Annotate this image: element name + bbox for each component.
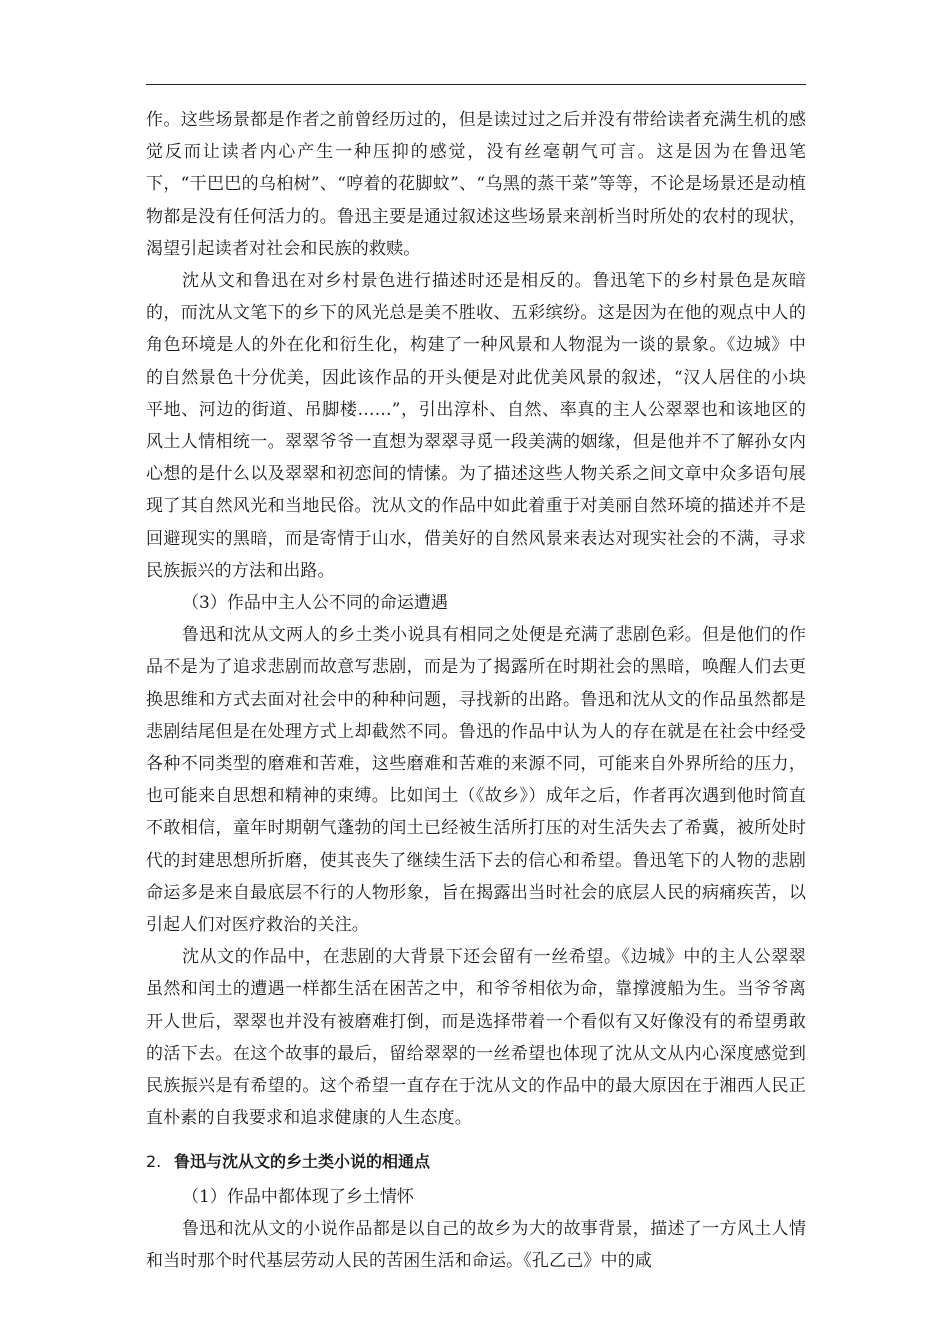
document-body bbox=[146, 104, 806, 1277]
body-paragraph: 鲁迅和沈从文两人的乡土类小说具有相同之处便是充满了悲剧色彩。但是他们的作品不是为了追求悲剧而故意写悲剧，而是为了揭露所在时期社会的黑暗，唤醒人们去更换思维和方式去面对社会中的种种问题，寻找新的出路。鲁迅和沈从文的作品虽然都是悲剧结尾但是在处理方式上却截然不同。鲁迅的作品中认为人的存在就是在社会中经受各种不同类型的磨难和苦难，这些磨难和苦难的来源不同，可能来自外界所给的压力，也可能来自思想和精神的束缚。比如闰土（《故乡》）成年之后，作者再次遇到他时简直不敢相信，童年时期朝气蓬勃的闰土已经被生活所打压的对生活失去了希冀，被所处时代的封建思想所折磨，使其丧失了继续生活下去的信心和希望。鲁迅笔下的人物的悲剧命运多是来自最底层不行的人物形象，旨在揭露出当时社会的底层人民的病痛疾苦，以引起人们对医疗救治的关注。 bbox=[146, 625, 806, 936]
section-number: 2. bbox=[146, 1151, 162, 1171]
subheading: （3）作品中主人公不同的命运遭遇 bbox=[182, 593, 448, 614]
body-paragraph: 沈从文的作品中，在悲剧的大背景下还会留有一丝希望。《边城》中的主人公翠翠虽然和闰土的遭遇一样都生活在困苦之中，和爷爷相依为命，靠撑渡船为生。当爷爷离开人世后，翠翠也并没有被磨难打倒，而是选择带着一个看似有又好像没有的希望勇敢的活下去。在这个故事的最后，留给翠翠的一丝希望也体现了沈从文从内心深度感觉到民族振兴是有希望的。这个希望一直存在于沈从文的作品中的最大原因在于湘西人民正直朴素的自我要求和追求健康的人生态度。 bbox=[146, 947, 806, 1129]
header-rule bbox=[146, 84, 806, 85]
section-title: 鲁迅与沈从文的乡土类小说的相通点 bbox=[174, 1151, 431, 1171]
body-paragraph: 沈从文和鲁迅在对乡村景色进行描述时还是相反的。鲁迅笔下的乡村景色是灰暗的，而沈从文笔下的乡下的风光总是美不胜收、五彩缤纷。这是因为在他的观点中人的角色环境是人的外在化和衍生化，构建了一种风景和人物混为一谈的景象。《边城》中的自然景色十分优美，因此该作品的开头便是对此优美风景的叙述，“汉人居住的小块平地、河边的街道、吊脚楼……”，引出淳朴、自然、率真的主人公翠翠也和该地区的风土人情相统一。翠翠爷爷一直想为翠翠寻觅一段美满的姻缘，但是他并不了解孙女内心想的是什么以及翠翠和初恋间的情愫。为了描述这些人物关系之间文章中众多语句展现了其自然风光和当地民俗。沈从文的作品中如此着重于对美丽自然环境的描述并不是回避现实的黑暗，而是寄情于山水，借美好的自然风景来表达对现实社会的不满，寻求民族振兴的方法和出路。 bbox=[146, 271, 806, 581]
subheading: （1）作品中都体现了乡土情怀 bbox=[182, 1186, 414, 1207]
section-heading bbox=[146, 1147, 806, 1177]
body-paragraph: 作。这些场景都是作者之前曾经历过的，但是读过过之后并没有带给读者充满生机的感觉反而让读者内心产生一种压抑的感觉，没有丝毫朝气可言。这是因为在鲁迅笔下，“干巴巴的乌桕树”、“哼着的花脚蚊”、“乌黑的蒸干菜”等等，不论是场景还是动植物都是没有任何活力的。鲁迅主要是通过叙述这些场景来剖析当时所处的农村的现状，渴望引起读者对社会和民族的救赎。 bbox=[146, 110, 806, 259]
body-paragraph: 鲁迅和沈从文的小说作品都是以自己的故乡为大的故事背景，描述了一方风土人情和当时那个时代基层劳动人民的苦困生活和命运。《孔乙己》中的咸 bbox=[146, 1218, 806, 1271]
